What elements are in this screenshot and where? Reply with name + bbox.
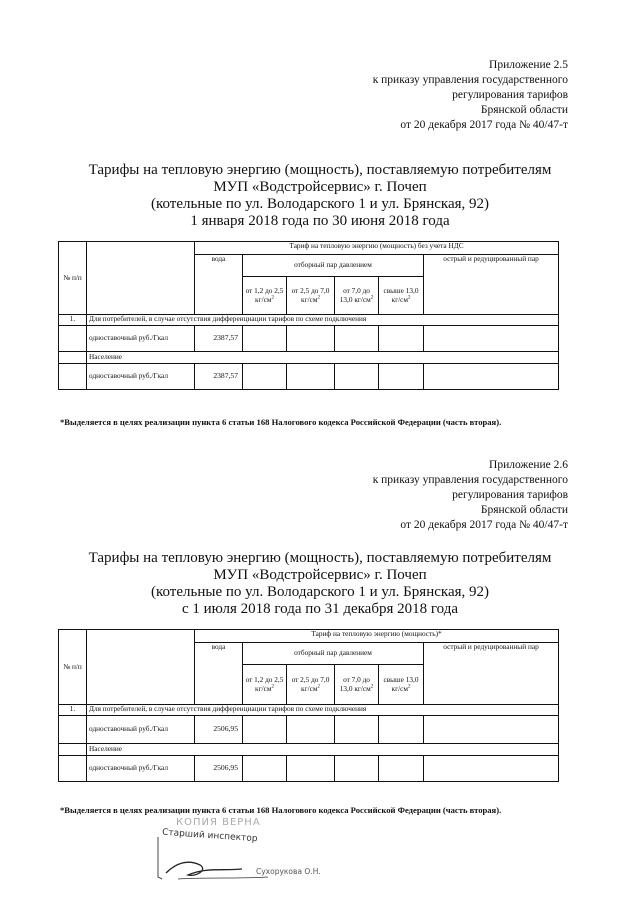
- tariff-heading-1: [0, 162, 640, 230]
- annex-title: Приложение 2.6: [489, 459, 568, 471]
- heading-line: (котельные по ул. Володарского 1 и ул. Брянская, 92): [150, 584, 489, 600]
- pressure-13-0-header: свыше 13,0 $кг/см^2$: [379, 665, 424, 705]
- table-cell: [335, 716, 379, 744]
- single-rate-label: одноставочный руб./Гкал: [87, 716, 195, 744]
- water-value: 2506,95: [195, 756, 243, 782]
- water-header: вода: [195, 255, 243, 315]
- annex-line: к приказу управления государственного: [372, 74, 568, 86]
- footnote-text: Выделяется в целях реализации пункта 6 статьи 168 Налогового кодекса Российской Федерации (часть вторая).: [64, 805, 502, 815]
- stamp-copy-text: КОПИЯ ВЕРНА: [176, 817, 261, 828]
- population-label: Население: [87, 352, 559, 364]
- heading-line: МУП «Водстройсервис» г. Почеп: [213, 179, 427, 195]
- pressure-13-0-header: свыше 13,0 $кг/см^2$: [379, 277, 424, 315]
- pressure-7-0-header: от 7,0 до 13,0 $кг/см^2$: [335, 665, 379, 705]
- footnote-text: Выделяется в целях реализации пункта 6 статьи 168 Налогового кодекса Российской Федерации (часть вторая).: [64, 417, 502, 427]
- col-empty-header: [87, 630, 195, 705]
- heading-line: с 1 июля 2018 года по 31 декабря 2018 года: [182, 601, 458, 617]
- table-cell: [335, 326, 379, 352]
- heading-line: 1 января 2018 года по 30 июня 2018 года: [190, 213, 450, 229]
- annex-line: регулирования тарифов: [452, 89, 568, 101]
- annex-header-2: [373, 458, 568, 533]
- stamp-position-text: Старший инспектор: [161, 827, 258, 845]
- footnote-mark: *: [60, 417, 65, 427]
- tariff-heading-2: [0, 550, 640, 618]
- pressure-2-5-header: от 2,5 до 7,0 $кг/см^2$: [287, 665, 335, 705]
- annex-line: от 20 декабря 2017 года № 40/47-т: [400, 119, 568, 131]
- sharp-steam-header: острый и редуцированный пар: [424, 255, 559, 315]
- table-cell: [59, 364, 87, 390]
- table-cell: [59, 352, 87, 364]
- footnote-mark: *: [60, 805, 65, 815]
- row-group-label: Для потребителей, в случае отсутствия дифференциации тарифов по схеме подключения: [87, 315, 559, 326]
- annex-title: Приложение 2.5: [489, 59, 568, 71]
- table-cell: [243, 756, 287, 782]
- row-group-label: Для потребителей, в случае отсутствия дифференциации тарифов по схеме подключения: [87, 705, 559, 716]
- certification-stamp: [148, 815, 321, 895]
- table-cell: [59, 756, 87, 782]
- table-cell: [287, 716, 335, 744]
- table-cell: [243, 326, 287, 352]
- tariff-table-2: [58, 629, 559, 782]
- pressure-1-2-header: от 1,2 до 2,5 $кг/см^2$: [243, 277, 287, 315]
- water-value: 2387,57: [195, 364, 243, 390]
- annex-line: регулирования тарифов: [452, 489, 568, 501]
- annex-line: Брянской области: [480, 104, 568, 116]
- heading-line: (котельные по ул. Володарского 1 и ул. Брянская, 92): [150, 196, 489, 212]
- table-cell: [379, 716, 424, 744]
- table-cell: [335, 756, 379, 782]
- table-cell: [287, 364, 335, 390]
- row-number: 1.: [59, 705, 87, 716]
- table-cell: [59, 716, 87, 744]
- pressure-2-5-header: от 2,5 до 7,0 $кг/см^2$: [287, 277, 335, 315]
- single-rate-label: одноставочный руб./Гкал: [87, 326, 195, 352]
- annex-line: Брянской области: [480, 504, 568, 516]
- sharp-steam-header: острый и редуцированный пар: [424, 643, 559, 705]
- table-cell: [379, 326, 424, 352]
- table-cell: [424, 716, 559, 744]
- annex-header-1: [373, 58, 568, 133]
- selected-steam-header: отборный пар давлением: [243, 643, 424, 665]
- pressure-1-2-header: от 1,2 до 2,5 $кг/см^2$: [243, 665, 287, 705]
- table-cell: [287, 326, 335, 352]
- table-cell: [335, 364, 379, 390]
- selected-steam-header: отборный пар давлением: [243, 255, 424, 277]
- water-value: 2506,95: [195, 716, 243, 744]
- population-label: Население: [87, 744, 559, 756]
- row-number: 1.: [59, 315, 87, 326]
- table-cell: [243, 716, 287, 744]
- single-rate-label: одноставочный руб./Гкал: [87, 756, 195, 782]
- col-number-header: № п/п: [59, 630, 87, 705]
- stamp-name-text: Сухорукова О.Н.: [256, 867, 321, 876]
- annex-line: от 20 декабря 2017 года № 40/47-т: [400, 519, 568, 531]
- water-header: вода: [195, 643, 243, 705]
- pressure-7-0-header: от 7,0 до 13,0 $кг/см^2$: [335, 277, 379, 315]
- heading-line: МУП «Водстройсервис» г. Почеп: [213, 567, 427, 583]
- table-cell: [59, 744, 87, 756]
- table-cell: [424, 326, 559, 352]
- table-cell: [379, 756, 424, 782]
- table-cell: [243, 364, 287, 390]
- table-cell: [424, 364, 559, 390]
- table-cell: [287, 756, 335, 782]
- heading-line: Тарифы на тепловую энергию (мощность), поставляемую потребителям: [88, 162, 552, 178]
- col-empty-header: [87, 242, 195, 315]
- table-cell: [379, 364, 424, 390]
- water-value: 2387,57: [195, 326, 243, 352]
- footnote-1: [60, 416, 562, 428]
- tariff-header: Тариф на тепловую энергию (мощность) без учета НДС: [195, 242, 559, 255]
- col-number-header: № п/п: [59, 242, 87, 315]
- tariff-table-1: [58, 241, 559, 390]
- table-cell: [424, 756, 559, 782]
- table-cell: [59, 326, 87, 352]
- single-rate-label: одноставочный руб./Гкал: [87, 364, 195, 390]
- footnote-2: [60, 804, 562, 816]
- annex-line: к приказу управления государственного: [372, 474, 568, 486]
- heading-line: Тарифы на тепловую энергию (мощность), поставляемую потребителям: [88, 550, 552, 566]
- tariff-header: Тариф на тепловую энергию (мощность)*: [195, 630, 559, 643]
